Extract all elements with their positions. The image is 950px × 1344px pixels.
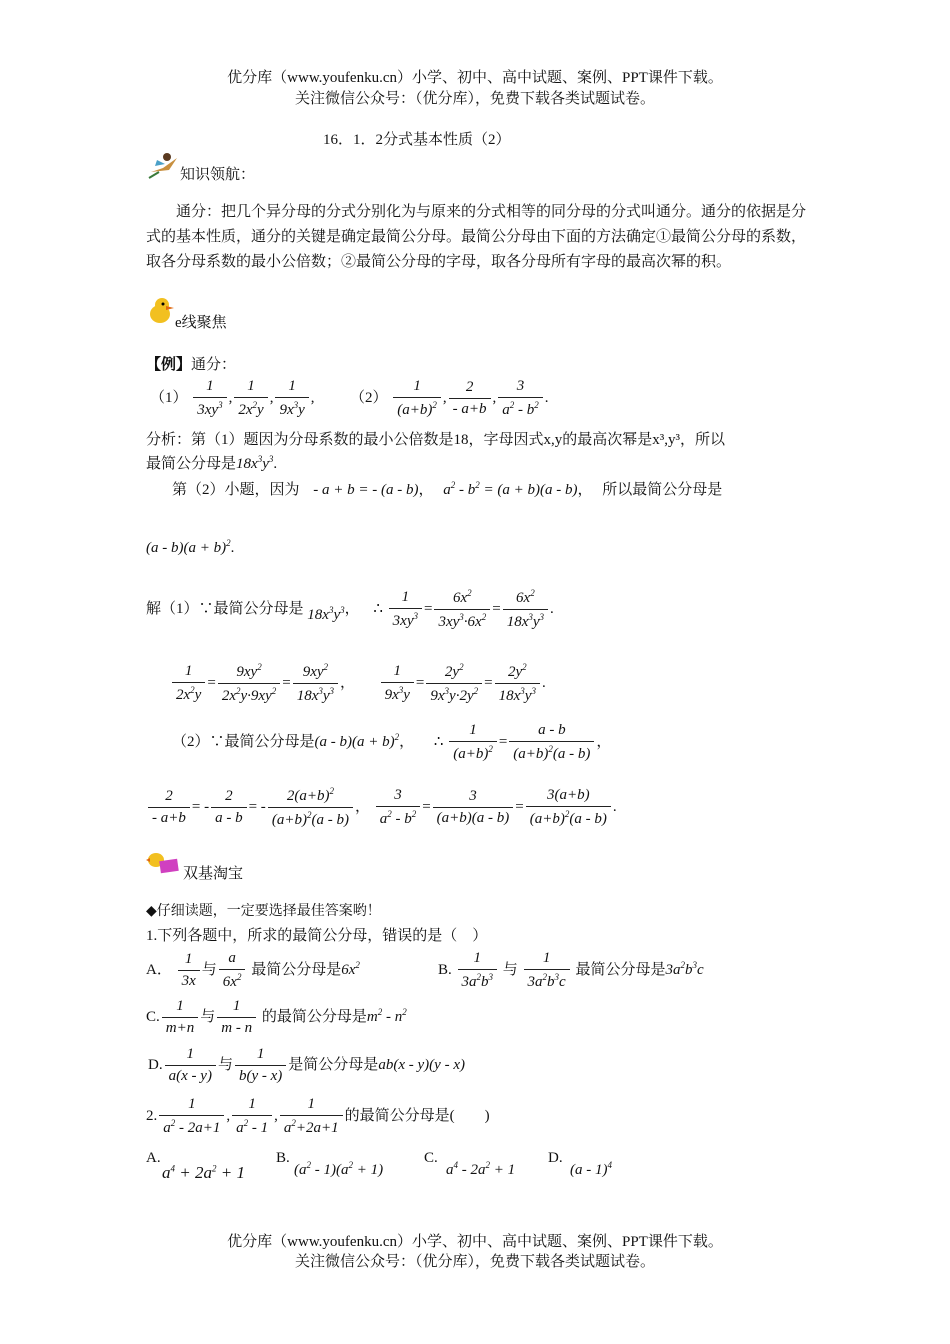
formula: $18x^3y^3$ bbox=[236, 454, 274, 472]
fraction: $\frac{3}{a^2 - b^2}$ bbox=[376, 787, 421, 828]
fraction: $\frac{1}{m - n}$ bbox=[217, 998, 256, 1037]
practice-instruction: ◆仔细读题，一定要选择最佳答案哟！ bbox=[146, 904, 381, 919]
solution-2-line: （2）∵最简公分母是$(a - b)(a + b)^2$， ∴ $\frac{1}{(a+b)^2}$ = $\frac{a - b}{(a+b)^2(a - b)}$ ， bbox=[172, 722, 612, 762]
solution-1-continued: $\frac{1}{2x^2y}$ = $\frac{9xy^2}{2x^2y\cdot 9xy^2}$ = $\frac{9xy^2}{18x^3y^3}$ ， $\frac{1}{9x^3y}$ = $\frac{2y^2}{9x^3y\cdot 2y^2}$ = $\frac{2y^2}{18x^3y^3}$ . bbox=[170, 662, 546, 705]
lcd-text: 是简公分母是 bbox=[288, 1056, 379, 1073]
option-2b-formula: $(a^2 - 1)(a^2 + 1)$ bbox=[294, 1160, 384, 1178]
with-text: 与 bbox=[200, 1008, 216, 1025]
analysis-lcd-text: 最简公分母是 bbox=[146, 456, 237, 472]
example-part-1-label: （1） bbox=[150, 389, 188, 406]
option-2d-formula: (a - 1)$^4$ bbox=[570, 1160, 612, 1178]
analysis-conclusion-text: 所以最简公分母是 bbox=[602, 482, 723, 498]
fraction: $\frac{2}{- a+b}$ bbox=[148, 788, 190, 827]
question-2-number: 2. bbox=[146, 1107, 158, 1124]
fraction: $\frac{1}{9x^3y}$ bbox=[381, 663, 414, 704]
fraction: $\frac{a - b}{(a+b)^2(a - b)}$ bbox=[509, 722, 594, 763]
analysis-line-1: 分析：第（1）题因为分母系数的最小公倍数是18，字母因式x,y的最高次幂是x³,y³，所以 bbox=[146, 432, 725, 448]
fraction: $\frac{1}{b(y - x)}$ bbox=[235, 1046, 286, 1085]
with-text: 与 bbox=[201, 961, 217, 978]
option-1a bbox=[146, 950, 360, 991]
example-label: 【例】 bbox=[146, 357, 192, 373]
option-1c bbox=[146, 998, 407, 1037]
formula: $6x^2$ bbox=[341, 959, 360, 978]
with-text: 与 bbox=[217, 1056, 233, 1073]
cartoon-duck-icon bbox=[146, 296, 176, 331]
option-2c-formula: $a^4 - 2a^2 + 1$ bbox=[446, 1160, 516, 1178]
analysis-part-2-text: 第（2）小题，因为 bbox=[172, 482, 300, 498]
fraction: $\frac{1}{3a^2b^3c}$ bbox=[524, 950, 570, 991]
formula: $(a - b)(a + b)^2$. bbox=[146, 538, 235, 556]
fraction: $\frac{2}{a - b}$ bbox=[211, 788, 247, 827]
fraction: $\frac{2(a+b)^2}{(a+b)^2(a - b)}$ bbox=[268, 786, 353, 829]
flying-fairy-icon bbox=[147, 148, 181, 187]
solution-2-continued: $\frac{2}{- a+b}$ = - $\frac{2}{a - b}$ = - $\frac{2(a+b)^2}{(a+b)^2(a - b)}$ ， $\frac{3}{a^2 - b^2}$ = $\frac{3}{(a+b)(a - b)}$ = $\frac{3(a+b)}{(a+b)^2(a - b)}$ . bbox=[146, 786, 617, 829]
header-line-1: 优分库（www.youfenku.cn）小学、初中、高中试题、案例、PPT课件下载。 bbox=[227, 70, 723, 86]
fraction: $\frac{3(a+b)}{(a+b)^2(a - b)}$ bbox=[526, 787, 611, 828]
page-title: 16．1．2分式基本性质（2） bbox=[323, 132, 511, 148]
option-2c-label: C. bbox=[424, 1150, 438, 1166]
fraction: $\frac{1}{(a+b)^2}$ bbox=[393, 378, 441, 419]
formula: $m^2 - n^2$ bbox=[366, 1006, 407, 1025]
example-text: 通分： bbox=[191, 357, 237, 373]
option-1b bbox=[438, 950, 704, 991]
formula: $3a^2b^3c$ bbox=[665, 959, 704, 978]
fraction: $\frac{2y^2}{18x^3y^3}$ bbox=[495, 662, 540, 705]
option-label: B. bbox=[438, 961, 452, 978]
formula: $18x^3y^3$ bbox=[307, 604, 345, 623]
fraction: $\frac{1}{2x^2y}$ bbox=[172, 663, 205, 704]
example-fractions: （1） $\frac{1}{3xy^3}$ , $\frac{1}{2x^2y}$ , $\frac{1}{9x^3y}$ , （2） $\frac{1}{(a+b)^2}$ , $\frac{2}{- a+b}$ , $\frac{3}{a^2 - b^2}$ . bbox=[150, 378, 549, 418]
with-text: 与 bbox=[502, 961, 518, 978]
fraction: $\frac{3}{a^2 - b^2}$ bbox=[498, 378, 543, 419]
option-2a-formula: $a^4 + 2a^2 + 1$ bbox=[162, 1163, 245, 1182]
formula: - a + b = - (a - b) bbox=[313, 482, 419, 498]
footer-line-1: 优分库（www.youfenku.cn）小学、初中、高中试题、案例、PPT课件下载。 bbox=[227, 1234, 723, 1250]
header-line-2: 关注微信公众号：（优分库），免费下载各类试题试卷。 bbox=[294, 91, 655, 107]
fraction: $\frac{1}{3xy^3}$ bbox=[193, 378, 226, 419]
fraction: $\frac{6x^2}{3xy^3\cdot 6x^2}$ bbox=[434, 588, 490, 631]
lcd-text: 最简公分母是 bbox=[575, 961, 666, 978]
fraction: $\frac{2}{- a+b}$ bbox=[449, 379, 491, 418]
fraction: $\frac{1}{a(x - y)}$ bbox=[165, 1046, 216, 1085]
option-label: C. bbox=[146, 1008, 160, 1025]
fraction: $\frac{1}{3xy^3}$ bbox=[389, 589, 422, 630]
fraction: $\frac{9xy^2}{18x^3y^3}$ bbox=[293, 662, 338, 705]
fraction: $\frac{1}{(a+b)^2}$ bbox=[449, 722, 497, 763]
duck-with-book-icon bbox=[146, 850, 182, 883]
fraction: $\frac{1}{a^2 - 2a+1}$ bbox=[159, 1096, 224, 1137]
example-heading bbox=[146, 353, 236, 374]
fraction: $\frac{1}{m+n}$ bbox=[162, 998, 198, 1037]
therefore-symbol: ∴ bbox=[433, 733, 444, 750]
option-2a-label: A. bbox=[146, 1150, 161, 1166]
solution-1-text: 解（1）∵最简公分母是 bbox=[146, 600, 304, 617]
footer-line-2: 关注微信公众号：（优分库），免费下载各类试题试卷。 bbox=[294, 1254, 655, 1270]
fraction: $\frac{2y^2}{9x^3y\cdot 2y^2}$ bbox=[426, 662, 482, 705]
intro-paragraph: 通分：把几个异分母的分式分别化为与原来的分式相等的同分母的分式叫通分。通分的依据是分式的基本性质，通分的关键是确定最简公分母。最简公分母由下面的方法确定①最简公分母的系数，取各分母系数的最小公倍数；②最简公分母的字母，取各分母所有字母的最高次幂的积。 bbox=[146, 204, 807, 270]
option-1d bbox=[148, 1046, 465, 1085]
fraction: $\frac{1}{3x}$ bbox=[178, 951, 200, 990]
section-heading-knowledge: 知识领航： bbox=[180, 167, 256, 183]
fraction: $\frac{1}{a^2 - 1}$ bbox=[232, 1096, 272, 1137]
option-2d-label: D. bbox=[548, 1150, 563, 1166]
fraction: $\frac{3}{(a+b)(a - b)}$ bbox=[433, 788, 514, 827]
example-part-2-label: （2） bbox=[350, 389, 388, 406]
option-2b-label: B. bbox=[276, 1150, 290, 1166]
section-heading-focus: e线聚焦 bbox=[175, 315, 227, 331]
analysis-line-3: 第（2）小题，因为 - a + b = - (a - b)， $a^2 - b^2 = (a + b)(a - b)$， 所以最简公分母是 bbox=[172, 480, 723, 498]
fraction: $\frac{6x^2}{18x^3y^3}$ bbox=[503, 588, 548, 631]
formula: ab(x - y)(y - x) bbox=[378, 1056, 465, 1073]
fraction: $\frac{a}{6x^2}$ bbox=[219, 950, 246, 991]
fraction: $\frac{9xy^2}{2x^2y\cdot 9xy^2}$ bbox=[218, 662, 280, 705]
fraction: $\frac{1}{9x^3y}$ bbox=[275, 378, 308, 419]
formula: $(a - b)(a + b)^2$ bbox=[314, 731, 400, 750]
question-2-text: 的最简公分母是( ) bbox=[344, 1107, 490, 1124]
fraction: $\frac{1}{2x^2y}$ bbox=[234, 378, 267, 419]
option-label: A． bbox=[146, 961, 172, 978]
option-label: D. bbox=[148, 1056, 163, 1073]
lcd-text: 的最简公分母是 bbox=[261, 1008, 367, 1025]
formula: $a^2 - b^2 = (a + b)(a - b)$ bbox=[443, 480, 578, 498]
question-1: 1.下列各题中，所求的最简公分母，错误的是（ ） bbox=[146, 928, 488, 944]
analysis-line-2: 最简公分母是$18x^3y^3$. bbox=[146, 454, 278, 472]
solution-1-line: 解（1）∵最简公分母是 $18x^3y^3$， ∴ $\frac{1}{3xy^3}$ = $\frac{6x^2}{3xy^3\cdot 6x^2}$ = $\frac{6x^2}{18x^3y^3}$ . bbox=[146, 588, 554, 630]
lcd-text: 最简公分母是 bbox=[251, 961, 342, 978]
fraction: $\frac{1}{a^2+2a+1}$ bbox=[280, 1096, 343, 1137]
therefore-symbol: ∴ bbox=[373, 600, 383, 617]
section-heading-practice: 双基淘宝 bbox=[183, 866, 244, 882]
solution-2-text: （2）∵最简公分母是 bbox=[172, 733, 315, 750]
fraction: $\frac{1}{3a^2b^3}$ bbox=[458, 950, 498, 991]
question-2: 2. $\frac{1}{a^2 - 2a+1}$ , $\frac{1}{a^2 - 1}$ , $\frac{1}{a^2+2a+1}$ 的最简公分母是( ) bbox=[146, 1096, 490, 1136]
